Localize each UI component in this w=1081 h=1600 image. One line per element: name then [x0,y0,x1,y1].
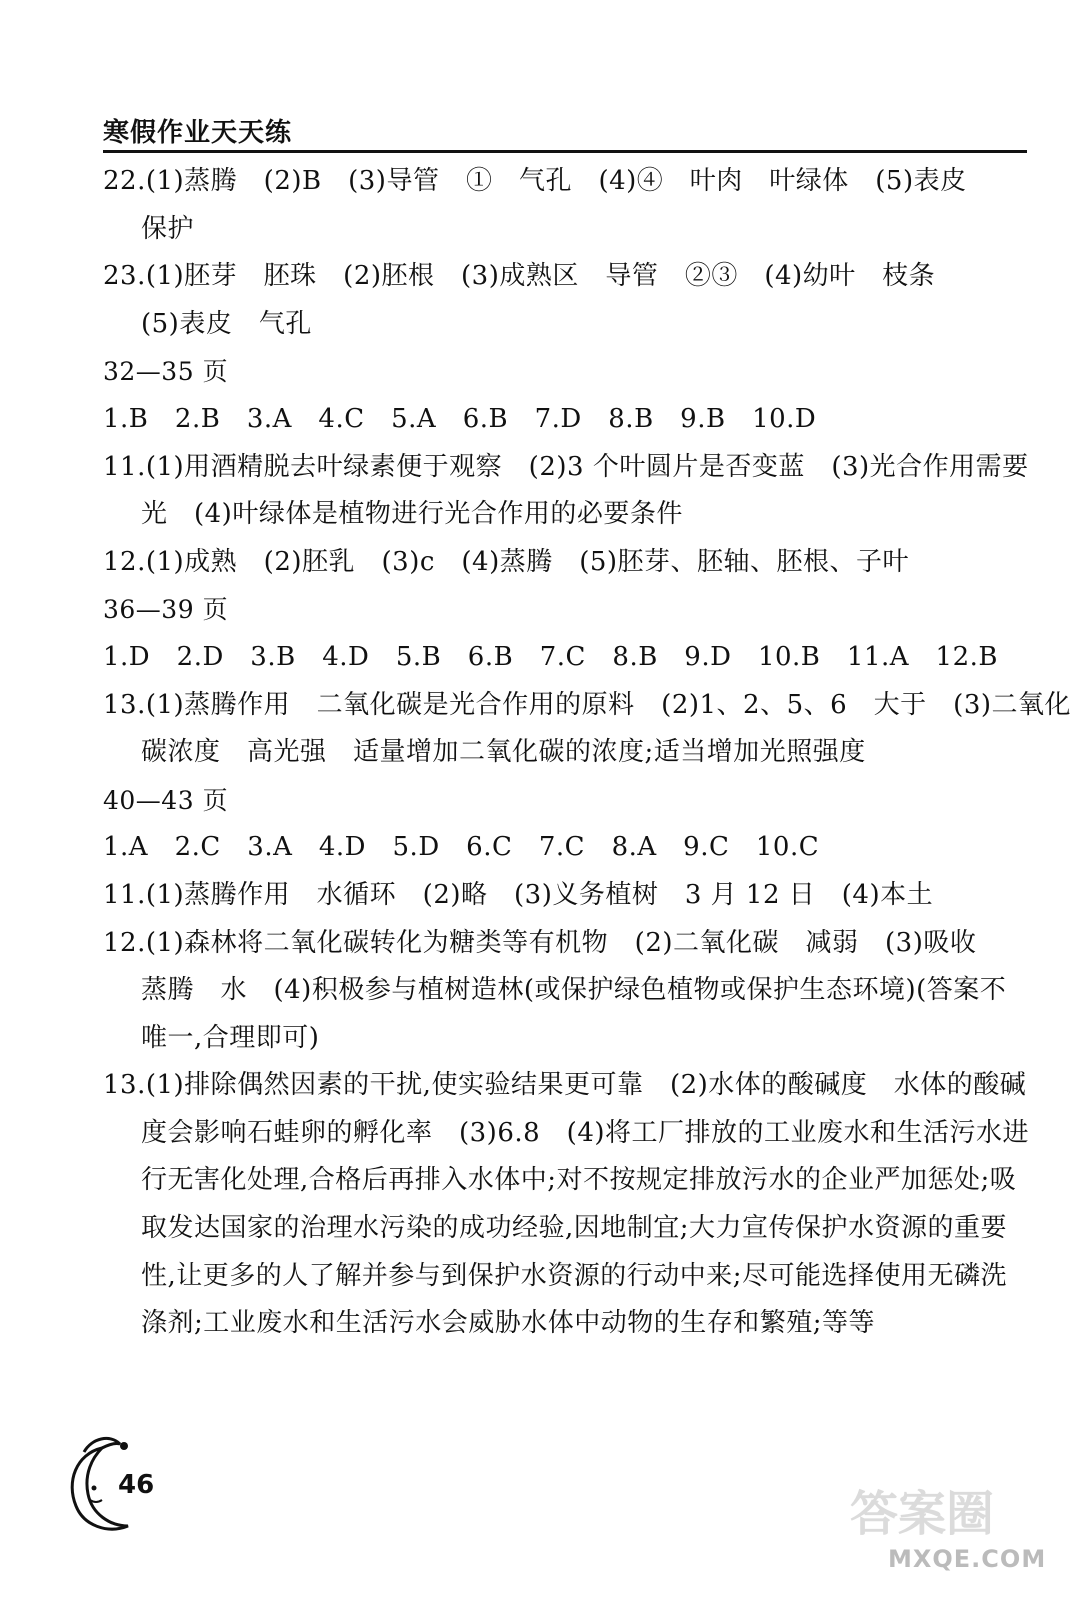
answer-line: 唯一,合理即可) [141,1022,320,1053]
section-heading: 32—35 页 [103,357,229,387]
answer-line: 碳浓度 高光强 适量增加二氧化碳的浓度;适当增加光照强度 [141,737,866,768]
answer-line: 度会影响石蛙卵的孵化率 (3)6.8 (4)将工厂排放的工业废水和生活污水进 [141,1117,1030,1148]
answer-line: 行无害化处理,合格后再排入水体中;对不按规定排放污水的企业严加惩处;吸 [141,1165,1017,1196]
answer-line: 涤剂;工业废水和生活污水会威胁水体中动物的生存和繁殖;等等 [141,1308,876,1339]
running-header-title: 寒假作业天天练 [103,118,293,148]
answer-line: 1.A 2.C 3.A 4.D 5.D 6.C 7.C 8.A 9.C 10.C [103,832,820,863]
answer-line: 12.(1)森林将二氧化碳转化为糖类等有机物 (2)二氧化碳 减弱 (3)吸收 [103,927,977,958]
answer-line: (5)表皮 气孔 [141,308,312,339]
answer-line: 22.(1)蒸腾 (2)B (3)导管 ① 气孔 (4)④ 叶肉 叶绿体 (5)表皮 [103,166,967,196]
watermark-url: MXQE.COM [888,1545,1047,1573]
svg-text:答案圈: 答案圈 [850,1486,995,1542]
header-rule [103,150,1027,153]
section-heading: 40—43 页 [103,785,229,815]
answer-line: 13.(1)排除偶然因素的干扰,使实验结果更可靠 (2)水体的酸碱度 水体的酸碱 [103,1070,1027,1101]
answer-line: 13.(1)蒸腾作用 二氧化碳是光合作用的原料 (2)1、2、5、6 大于 (3)二氧化 [103,689,1072,720]
answer-line: 保护 [141,213,195,244]
answer-line: 11.(1)用酒精脱去叶绿素便于观察 (2)3 个叶圆片是否变蓝 (3)光合作用需要 [103,451,1029,482]
page-number: 46 [118,1470,155,1500]
section-heading: 36—39 页 [103,595,229,625]
answer-line: 光 (4)叶绿体是植物进行光合作用的必要条件 [141,499,683,530]
answer-line: 1.D 2.D 3.B 4.D 5.B 6.B 7.C 8.B 9.D 10.B 11.A 12.B [103,641,998,672]
answer-line: 12.(1)成熟 (2)胚乳 (3)c (4)蒸腾 (5)胚芽、胚轴、胚根、子叶 [103,546,910,577]
answer-line: 23.(1)胚芽 胚珠 (2)胚根 (3)成熟区 导管 ②③ (4)幼叶 枝条 [103,261,936,292]
answer-line: 11.(1)蒸腾作用 水循环 (2)略 (3)义务植树 3 月 12 日 (4)本土 [103,879,934,910]
answer-content [103,158,1072,1348]
answer-line: 性,让更多的人了解并参与到保护水资源的行动中来;尽可能选择使用无磷洗 [141,1260,1008,1291]
answer-line: 1.B 2.B 3.A 4.C 5.A 6.B 7.D 8.B 9.B 10.D [103,403,817,434]
answer-line: 取发达国家的治理水污染的成功经验,因地制宜;大力宣传保护水资源的重要 [141,1213,1008,1244]
answer-line: 蒸腾 水 (4)积极参与植树造林(或保护绿色植物或保护生态环境)(答案不 [141,975,1007,1006]
